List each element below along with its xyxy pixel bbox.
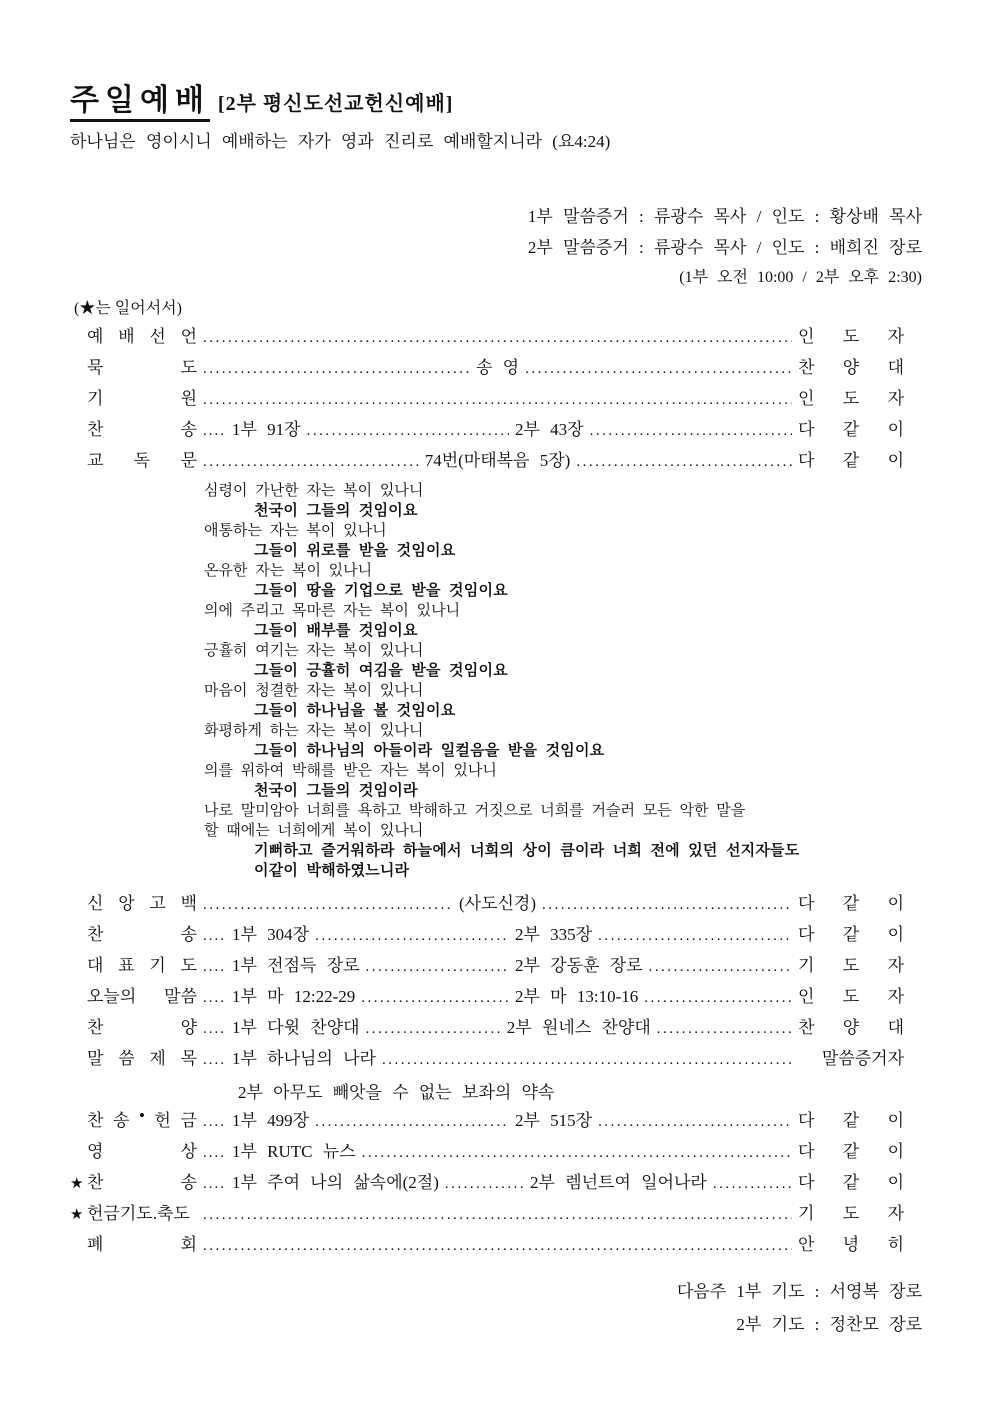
order-item-role — [798, 982, 904, 1007]
role-char: 양 — [842, 1018, 860, 1037]
order-item-value: 1부 마 12:22-29 — [232, 987, 356, 1006]
order-item-value: 송 영 — [475, 358, 520, 377]
responsive-reading — [70, 481, 922, 881]
reading-response-line: 기뻐하고 즐거워하라 하늘에서 너희의 상이 큼이라 너희 전에 있던 선지자들도 — [254, 842, 800, 859]
role-char: 이 — [887, 1173, 904, 1192]
page-title-suffix: [2부 평신도선교헌신예배] — [217, 93, 454, 115]
next-week-prayer — [70, 1275, 922, 1341]
order-row — [70, 1230, 904, 1261]
reading-response-line: 천국이 그들의 것임이요 — [254, 502, 418, 519]
label-char: 제 — [149, 1049, 166, 1068]
role-char: 이 — [887, 894, 905, 913]
order-item-role — [798, 415, 904, 440]
role-char: 같 — [842, 894, 860, 913]
order-item-role — [798, 1137, 904, 1162]
order-of-worship-part2 — [70, 889, 922, 1261]
reading-line: 의를 위하여 박해를 받은 자는 복이 있나니 — [204, 763, 497, 779]
dot-leader — [203, 389, 792, 406]
dot-leader — [203, 1235, 792, 1252]
reading-line: 긍휼히 여기는 자는 복이 있나니 — [204, 643, 424, 659]
order-item-value: 2부 마 13:10-16 — [515, 987, 639, 1006]
order-item-value: 2부 335장 — [515, 925, 593, 944]
role-char: 다 — [798, 1142, 815, 1161]
order-item-role — [798, 1199, 904, 1224]
role-char: 이 — [887, 1142, 904, 1161]
role-char: 찬 — [798, 358, 815, 377]
role-char: 자 — [887, 389, 904, 408]
role-char: 같 — [842, 1142, 860, 1161]
label-char: 독 — [133, 451, 151, 470]
order-item-label — [87, 446, 197, 471]
role-char: 도 — [842, 1204, 860, 1223]
order-item-label — [87, 889, 197, 914]
order-item-value: 1부 91장 — [232, 420, 301, 439]
reading-response-line: 그들이 긍휼히 여김을 받을 것임이요 — [254, 662, 508, 679]
order-item-label — [87, 1230, 197, 1255]
role-char: 도 — [842, 956, 860, 975]
order-item-label — [87, 353, 197, 378]
order-row — [70, 322, 904, 353]
order-item-value: 2부 강동훈 장로 — [515, 956, 643, 975]
order-item-value: 2부 원네스 찬양대 — [506, 1018, 651, 1037]
dot-leader-short — [203, 1049, 226, 1069]
role-char: 같 — [842, 1173, 860, 1192]
order-item-label: 헌금기도.축도 — [87, 1204, 190, 1223]
dot-leader — [525, 358, 792, 375]
order-item-role — [798, 889, 904, 914]
reading-line: 나로 말미암아 너희를 욕하고 박해하고 거짓으로 너희를 거슬러 모든 악한 말을 — [204, 803, 746, 819]
order-row — [70, 384, 904, 415]
reading-response-line: 그들이 하나님의 아들이라 일컬음을 받을 것임이요 — [254, 742, 605, 759]
reading-line: 애통하는 자는 복이 있나니 — [204, 523, 387, 539]
label-char: 선 — [149, 327, 166, 346]
role-char: 자 — [887, 956, 904, 975]
order-item-role — [798, 353, 904, 378]
service-leaders — [70, 201, 922, 293]
label-char: 상 — [180, 1142, 197, 1161]
role-char: 인 — [798, 987, 815, 1006]
reading-line: 화평하게 하는 자는 복이 있나니 — [204, 723, 424, 739]
label-char: 금 — [180, 1111, 197, 1130]
label-char: 오늘의 — [87, 987, 137, 1006]
role-char: 안 — [798, 1235, 815, 1254]
label-char: 신 — [87, 894, 104, 913]
label-char: 목 — [180, 1049, 197, 1068]
order-item-value: 1부 전점득 장로 — [232, 956, 360, 975]
role-char: 도 — [842, 327, 860, 346]
dot-leader — [366, 956, 509, 973]
label-char: 찬 — [87, 1173, 104, 1192]
role-char: 이 — [887, 1111, 904, 1130]
stand-note: (★는 일어서서) — [74, 300, 182, 317]
dot-leader — [362, 1142, 792, 1159]
role-char: 히 — [887, 1235, 904, 1254]
label-char: 찬 — [87, 1111, 104, 1130]
reading-response-line: 그들이 위로를 받을 것임이요 — [254, 542, 456, 559]
order-row — [70, 920, 904, 951]
dot-leader-short — [203, 925, 226, 945]
order-item-value: 1부 다윗 찬양대 — [232, 1018, 360, 1037]
order-item-label — [87, 384, 197, 409]
dot-leader — [203, 894, 453, 911]
order-item-value: 1부 499장 — [232, 1111, 310, 1130]
next-week-line1: 다음주 1부 기도 : 서영복 장로 — [676, 1282, 922, 1301]
dot-leader — [203, 358, 470, 375]
label-char: 고 — [149, 894, 166, 913]
order-item-label — [87, 982, 197, 1007]
dot-leader — [598, 1111, 792, 1128]
order-row — [70, 982, 904, 1013]
dot-leader — [713, 1173, 792, 1190]
order-item-label — [87, 920, 197, 945]
label-char: 도 — [180, 956, 197, 975]
role-char: 이 — [887, 420, 904, 439]
service-times: (1부 오전 10:00 / 2부 오후 2:30) — [679, 269, 922, 286]
label-char: 찬 — [87, 1018, 104, 1037]
order-item-value: (사도신경) — [459, 894, 537, 913]
order-of-worship-part1 — [70, 322, 922, 477]
dot-leader-short — [203, 420, 226, 440]
label-char: 송 — [180, 925, 197, 944]
order-item-role — [798, 1013, 904, 1038]
order-item-role — [798, 1230, 904, 1255]
order-item-label — [87, 1013, 197, 1038]
label-char: 대 — [87, 956, 104, 975]
dot-leader — [382, 1049, 792, 1066]
reading-response-line: 천국이 그들의 것임이라 — [254, 782, 418, 799]
label-char: 회 — [180, 1235, 197, 1254]
role-char: 도 — [842, 389, 860, 408]
label-char: 송 — [113, 1111, 130, 1130]
dot-leader — [203, 451, 419, 468]
dot-leader — [542, 894, 792, 911]
dot-leader-short — [203, 1111, 226, 1131]
order-item-value: 74번(마태복음 5장) — [424, 451, 571, 470]
label-char: • — [139, 1106, 145, 1125]
stand-star-icon: ★ — [70, 1207, 84, 1223]
dot-leader — [361, 987, 509, 1004]
role-char: 양 — [842, 358, 860, 377]
order-item-label — [87, 1106, 197, 1131]
order-row — [70, 1044, 904, 1075]
dot-leader-short — [203, 1018, 226, 1038]
role-char: 다 — [798, 894, 815, 913]
order-row — [70, 446, 904, 477]
order-item-role: 말씀증거자 — [821, 1049, 904, 1068]
label-char: 묵 — [87, 358, 104, 377]
order-row — [70, 951, 904, 982]
order-row — [70, 889, 904, 920]
order-row — [70, 415, 904, 446]
label-char: 말 — [87, 1049, 104, 1068]
order-item-label — [87, 951, 197, 976]
label-char: 씀 — [118, 1049, 135, 1068]
order-row — [70, 1013, 904, 1044]
role-char: 기 — [798, 956, 815, 975]
role-char: 다 — [798, 1173, 815, 1192]
order-row — [70, 1137, 904, 1168]
label-char: 문 — [180, 451, 197, 470]
reading-response-line: 이같이 박해하였느니라 — [254, 862, 410, 879]
order-row — [70, 353, 904, 384]
order-item-value: 2부 43장 — [515, 420, 584, 439]
stand-star-icon: ★ — [70, 1176, 84, 1192]
label-char: 헌 — [154, 1111, 171, 1130]
label-char: 기 — [149, 956, 166, 975]
order-item-label — [87, 1137, 197, 1162]
reading-response-line: 그들이 배부를 것임이요 — [254, 622, 418, 639]
role-char: 같 — [842, 1111, 860, 1130]
dot-leader-short — [203, 956, 226, 976]
reading-line: 심령이 가난한 자는 복이 있나니 — [204, 483, 424, 499]
dot-leader-short — [203, 1173, 226, 1193]
reading-response-line: 그들이 땅을 기업으로 받을 것임이요 — [254, 582, 508, 599]
label-char: 도 — [180, 358, 197, 377]
label-char: 표 — [118, 956, 135, 975]
role-char: 인 — [798, 389, 815, 408]
order-item-label — [87, 1168, 197, 1193]
page-title: 주일예배 — [70, 84, 210, 122]
role-char: 같 — [842, 420, 860, 439]
order-item-role — [798, 1106, 904, 1131]
scripture-verse-subtitle: 하나님은 영이시니 예배하는 자가 영과 진리로 예배할지니라 (요4:24) — [70, 132, 611, 151]
dot-leader — [315, 1111, 509, 1128]
label-char: 찬 — [87, 925, 104, 944]
label-char: 찬 — [87, 420, 104, 439]
order-item-value: 1부 304장 — [232, 925, 310, 944]
order-item-subvalue: 2부 아무도 빼앗을 수 없는 보좌의 약속 — [238, 1083, 555, 1102]
dot-leader — [657, 1018, 792, 1035]
label-char: 말씀 — [164, 987, 197, 1006]
role-char: 다 — [798, 451, 815, 470]
reading-line: 마음이 청결한 자는 복이 있나니 — [204, 683, 424, 699]
order-item-value: 1부 하나님의 나라 — [232, 1049, 376, 1068]
role-char: 다 — [798, 1111, 815, 1130]
order-item-value: 1부 주여 나의 삶속에(2절) — [232, 1173, 439, 1192]
role-char: 녕 — [842, 1235, 860, 1254]
role-char: 도 — [842, 987, 860, 1006]
dot-leader — [649, 956, 792, 973]
dot-leader — [315, 925, 509, 942]
bulletin-header — [70, 84, 922, 153]
order-row — [70, 1199, 904, 1230]
order-row — [70, 1106, 904, 1137]
dot-leader — [203, 327, 792, 344]
label-char: 원 — [180, 389, 197, 408]
label-char: 예 — [87, 327, 104, 346]
label-char: 배 — [118, 327, 135, 346]
role-char: 같 — [842, 451, 860, 470]
order-item-role — [798, 446, 904, 471]
label-char: 송 — [180, 420, 197, 439]
order-item-role — [798, 920, 904, 945]
order-item-role — [798, 1168, 904, 1193]
dot-leader — [576, 451, 792, 468]
next-week-line2: 2부 기도 : 정찬모 장로 — [736, 1315, 922, 1334]
service-leaders-line2: 2부 말씀증거 : 류광수 목사 / 인도 : 배희진 장로 — [527, 238, 922, 257]
order-item-value: 2부 515장 — [515, 1111, 593, 1130]
reading-line: 온유한 자는 복이 있나니 — [204, 563, 373, 579]
role-char: 다 — [798, 925, 815, 944]
dot-leader — [590, 420, 792, 437]
role-char: 기 — [798, 1204, 815, 1223]
role-char: 같 — [842, 925, 860, 944]
order-item-value: 2부 렘넌트여 일어나라 — [530, 1173, 707, 1192]
order-item-role — [798, 322, 904, 347]
role-char: 자 — [887, 1204, 904, 1223]
label-char: 교 — [87, 451, 104, 470]
order-item-label — [87, 415, 197, 440]
label-char: 송 — [180, 1173, 197, 1192]
role-char: 대 — [887, 358, 905, 377]
role-char: 인 — [798, 327, 815, 346]
order-row — [70, 1168, 904, 1199]
order-item-label — [87, 322, 197, 347]
role-char: 이 — [887, 451, 905, 470]
reading-line: 의에 주리고 목마른 자는 복이 있나니 — [204, 603, 461, 619]
order-item-label — [87, 1044, 197, 1069]
reading-response-line: 그들이 하나님을 볼 것임이요 — [254, 702, 456, 719]
dot-leader — [445, 1173, 524, 1190]
role-char: 이 — [887, 925, 904, 944]
role-char: 자 — [887, 987, 904, 1006]
order-item-role — [798, 951, 904, 976]
reading-line: 할 때에는 너희에게 복이 있나니 — [204, 823, 424, 839]
label-char: 기 — [87, 389, 104, 408]
title-line — [70, 84, 922, 122]
order-item-value: 1부 RUTC 뉴스 — [232, 1142, 356, 1161]
label-char: 폐 — [87, 1235, 104, 1254]
dot-leader-short — [203, 987, 226, 1007]
label-char: 언 — [180, 327, 197, 346]
role-char: 다 — [798, 420, 815, 439]
service-leaders-line1: 1부 말씀증거 : 류광수 목사 / 인도 : 황상배 목사 — [527, 207, 922, 226]
label-char: 양 — [180, 1018, 197, 1037]
role-char: 찬 — [798, 1018, 815, 1037]
label-char: 영 — [87, 1142, 104, 1161]
dot-leader-short — [203, 1142, 226, 1162]
dot-leader — [366, 1018, 501, 1035]
role-char: 대 — [887, 1018, 905, 1037]
dot-leader — [203, 1204, 792, 1221]
dot-leader — [598, 925, 792, 942]
order-item-role — [798, 384, 904, 409]
role-char: 자 — [887, 327, 904, 346]
label-char: 앙 — [118, 894, 135, 913]
dot-leader — [644, 987, 792, 1004]
dot-leader — [307, 420, 509, 437]
label-char: 백 — [180, 894, 197, 913]
